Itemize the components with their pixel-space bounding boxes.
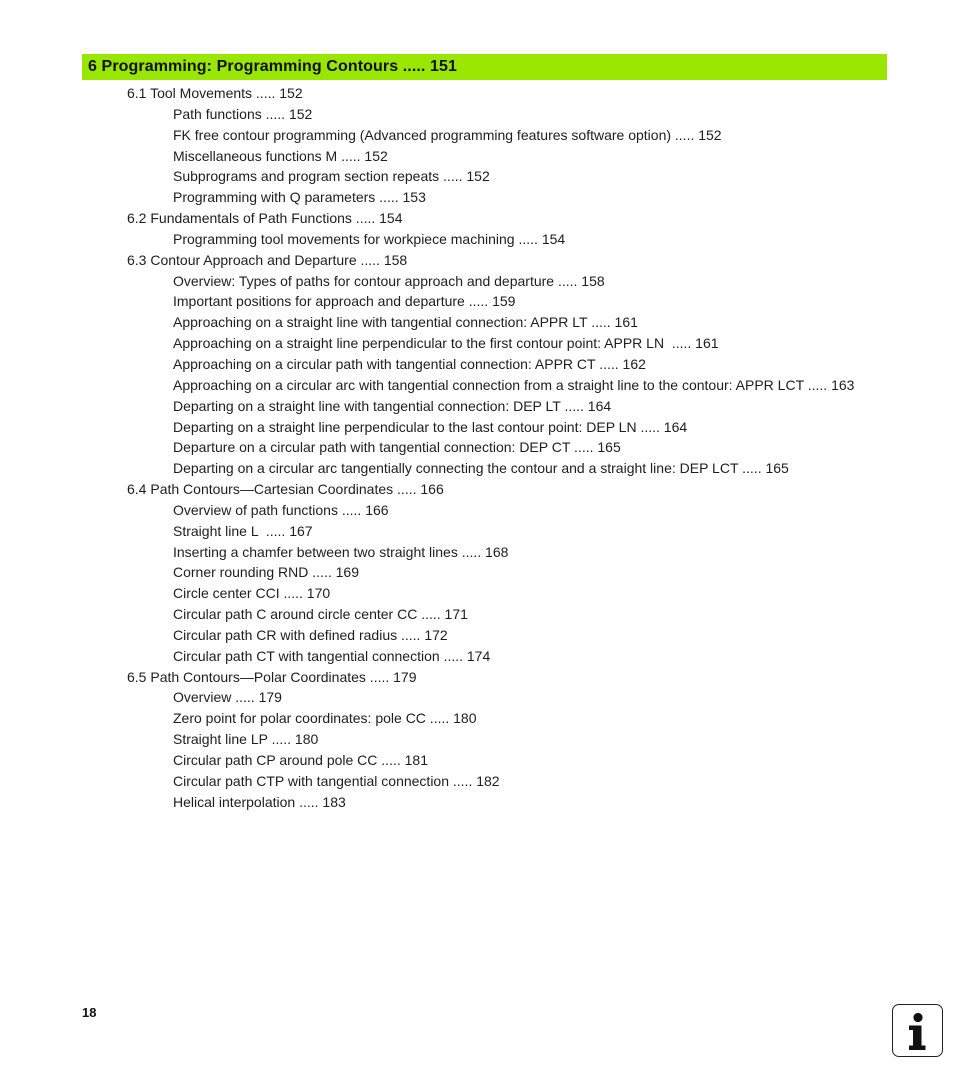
toc-subsection-entry[interactable]: Overview ..... 179 (173, 689, 282, 706)
toc-subsection-entry[interactable]: Path functions ..... 152 (173, 105, 313, 122)
chapter-title[interactable]: 6 Programming: Programming Contours ..... 151 (88, 58, 458, 75)
toc-subsection-entry[interactable]: Approaching on a circular path with tangential connection: APPR CT ..... 162 (173, 355, 646, 372)
toc-section-entry[interactable]: 6.3 Contour Approach and Departure ..... 158 (127, 251, 408, 268)
toc-subsection-entry[interactable]: Straight line L ..... 167 (173, 522, 313, 539)
toc-subsection-entry[interactable]: Corner rounding RND ..... 169 (173, 564, 359, 581)
toc-subsection-entry[interactable]: Overview of path functions ..... 166 (173, 501, 389, 518)
toc-subsection-entry[interactable]: Approaching on a circular arc with tangential connection from a straight line to the contour: APPR LCT ..... 163 (173, 376, 855, 393)
toc-subsection-entry[interactable]: Circular path CTP with tangential connection ..... 182 (173, 772, 500, 789)
toc-section-entry[interactable]: 6.4 Path Contours—Cartesian Coordinates ..... 166 (127, 481, 444, 498)
toc-subsection-entry[interactable]: Miscellaneous functions M ..... 152 (173, 147, 388, 164)
info-glyph (893, 1005, 941, 1055)
toc-subsection-entry[interactable]: Important positions for approach and departure ..... 159 (173, 293, 516, 310)
toc-subsection-entry[interactable]: Overview: Types of paths for contour approach and departure ..... 158 (173, 272, 605, 289)
toc-subsection-entry[interactable]: Zero point for polar coordinates: pole CC ..... 180 (173, 710, 477, 727)
info-icon (892, 1004, 943, 1057)
toc-subsection-entry[interactable]: Straight line LP ..... 180 (173, 731, 319, 748)
toc-subsection-entry[interactable]: Approaching on a straight line with tangential connection: APPR LT ..... 161 (173, 314, 638, 331)
toc-section-entry[interactable]: 6.1 Tool Movements ..... 152 (127, 85, 303, 101)
toc-subsection-entry[interactable]: Circular path CP around pole CC ..... 181 (173, 752, 428, 768)
toc-subsection-entry[interactable]: Departing on a straight line with tangential connection: DEP LT ..... 164 (173, 397, 612, 414)
toc-subsection-entry[interactable]: FK free contour programming (Advanced programming features software option) ..... 152 (173, 126, 722, 143)
chapter-heading-bar (82, 54, 887, 80)
toc-subsection-entry[interactable]: Circular path CT with tangential connection ..... 174 (173, 647, 491, 664)
toc-subsection-entry[interactable]: Programming with Q parameters ..... 153 (173, 189, 426, 206)
toc-subsection-entry[interactable]: Circular path CR with defined radius ..... 172 (173, 626, 448, 643)
toc-subsection-entry[interactable]: Departing on a circular arc tangentially connecting the contour and a straight line: DEP LCT ..... 165 (173, 460, 789, 477)
toc-subsection-entry[interactable]: Inserting a chamfer between two straight lines ..... 168 (173, 543, 509, 560)
toc-subsection-entry[interactable]: Circle center CCI ..... 170 (173, 585, 331, 602)
toc-subsection-entry[interactable]: Programming tool movements for workpiece machining ..... 154 (173, 230, 566, 247)
toc-subsection-entry[interactable]: Circular path C around circle center CC ..... 171 (173, 606, 468, 623)
toc-section-entry[interactable]: 6.2 Fundamentals of Path Functions ..... 154 (127, 210, 403, 227)
toc-subsection-entry[interactable]: Departing on a straight line perpendicular to the last contour point: DEP LN ..... 164 (173, 418, 688, 435)
table-of-contents (0, 83, 954, 813)
toc-subsection-entry[interactable]: Subprograms and program section repeats ..... 152 (173, 168, 490, 185)
toc-subsection-entry[interactable]: Helical interpolation ..... 183 (173, 793, 346, 810)
toc-section-entry[interactable]: 6.5 Path Contours—Polar Coordinates ..... 179 (127, 668, 417, 685)
page-number: 18 (82, 1005, 97, 1020)
toc-subsection-entry[interactable]: Approaching on a straight line perpendicular to the first contour point: APPR LN ..... 161 (173, 335, 719, 352)
toc-subsection-entry[interactable]: Departure on a circular path with tangential connection: DEP CT ..... 165 (173, 439, 621, 456)
